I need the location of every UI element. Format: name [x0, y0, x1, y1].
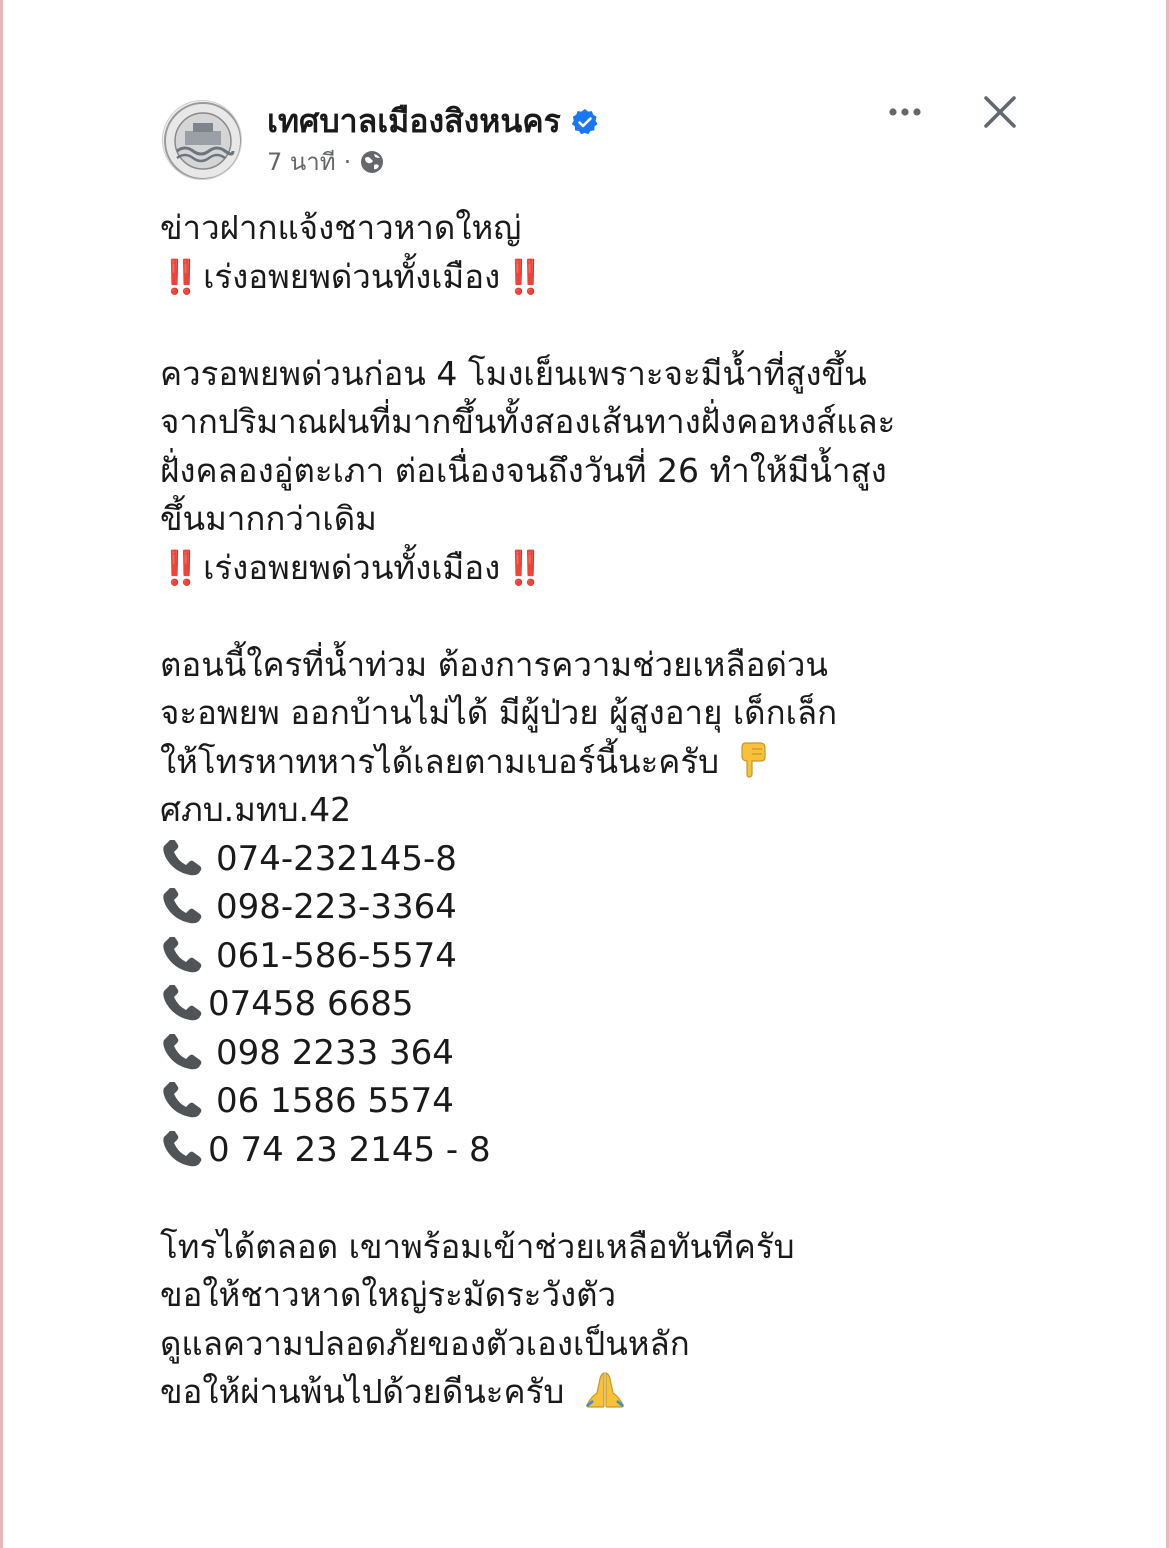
post-meta [267, 142, 385, 181]
post-time[interactable]: 7 นาที [267, 148, 336, 176]
post-line-text: ขอให้ผ่านพ้นไปด้วยดีนะครับ [160, 1372, 565, 1411]
double-exclamation-icon: ‼️ [160, 256, 198, 296]
meta-separator: · [343, 147, 352, 176]
double-exclamation-icon: ‼️ [504, 256, 542, 296]
page-name-row [267, 96, 599, 147]
phone-list-item [160, 1126, 1030, 1175]
telephone-receiver-icon [160, 1131, 206, 1169]
phone-number[interactable]: 0 74 23 2145 - 8 [208, 1129, 491, 1170]
phone-list-item [160, 980, 1030, 1029]
phone-number[interactable]: 06 1586 5574 [216, 1081, 454, 1121]
phone-list-item [160, 1029, 1030, 1078]
screen-edge-left [0, 0, 3, 1548]
post-card [135, 70, 1040, 1548]
phone-list-item [160, 1077, 1030, 1126]
telephone-receiver-icon [160, 1034, 206, 1072]
post-line: ควรอพยพด่วนก่อน 4 โมงเย็นเพราะจะมีน้ำที่สูงขึ้น [160, 353, 867, 393]
blank-line [160, 301, 1030, 350]
alert-line [160, 544, 1030, 593]
alert-text: เร่งอพยพด่วนทั้งเมือง [203, 547, 501, 587]
post-text [160, 204, 1030, 1417]
post-line: โทรได้ตลอด เขาพร้อมเข้าช่วยเหลือทันทีครับ [160, 1226, 795, 1266]
post-line: ดูแลความปลอดภัยของตัวเองเป็นหลัก [160, 1323, 690, 1363]
page-name[interactable]: เทศบาลเมืองสิงหนคร [267, 102, 561, 140]
verified-badge-icon [571, 108, 599, 136]
page-avatar[interactable] [162, 100, 242, 180]
post-line: ศภบ.มทบ.42 [160, 790, 352, 829]
telephone-receiver-icon [160, 888, 206, 926]
telephone-receiver-icon [160, 1082, 206, 1120]
phone-list-item [160, 932, 1030, 981]
pointing-down-hand-icon [738, 741, 768, 779]
phone-list-item [160, 883, 1030, 932]
post-line: ตอนนี้ใครที่น้ำท่วม ต้องการความช่วยเหลือด่วน [160, 644, 828, 684]
more-dots-icon [885, 106, 925, 118]
post-line: จากปริมาณฝนที่มากขึ้นทั้งสองเส้นทางฝั่งคอหงส์และ [160, 402, 896, 441]
blank-line [160, 592, 1030, 641]
double-exclamation-icon: ‼️ [160, 547, 198, 587]
phone-number[interactable]: 07458 6685 [208, 984, 414, 1024]
post-line: ขอให้ชาวหาดใหญ่ระมัดระวังตัว [160, 1275, 617, 1314]
alert-text: เร่งอพยพด่วนทั้งเมือง [203, 256, 501, 296]
post-line [160, 738, 1030, 787]
municipality-logo-icon [163, 101, 242, 180]
phone-number[interactable]: 074-232145-8 [216, 838, 457, 879]
post-line [160, 1368, 1030, 1417]
post-line: ขึ้นมากกว่าเดิม [160, 499, 377, 538]
close-button[interactable] [978, 90, 1022, 134]
post-line-text: ให้โทรหาทหารได้เลยตามเบอร์นี้นะครับ [160, 741, 720, 781]
globe-icon [359, 149, 385, 175]
phone-list-item [160, 835, 1030, 884]
telephone-receiver-icon [160, 985, 206, 1023]
double-exclamation-icon: ‼️ [504, 547, 542, 587]
alert-line [160, 253, 1030, 302]
phone-number[interactable]: 098 2233 364 [216, 1032, 454, 1073]
post-line: ข่าวฝากแจ้งชาวหาดใหญ่ [160, 208, 522, 247]
blank-line [160, 1174, 1030, 1223]
close-icon [982, 94, 1018, 130]
phone-number[interactable]: 061-586-5574 [216, 935, 457, 976]
telephone-receiver-icon [160, 937, 206, 975]
praying-hands-icon [583, 1371, 627, 1409]
phone-number[interactable]: 098-223-3364 [216, 887, 457, 927]
more-options-button[interactable] [880, 94, 930, 130]
post-line: ฝั่งคลองอู่ตะเภา ต่อเนื่องจนถึงวันที่ 26 ทำให้มีน้ำสูง [160, 450, 887, 490]
telephone-receiver-icon [160, 840, 206, 878]
post-line: จะอพยพ ออกบ้านไม่ได้ มีผู้ป่วย ผู้สูงอายุ เด็กเล็ก [160, 693, 838, 732]
